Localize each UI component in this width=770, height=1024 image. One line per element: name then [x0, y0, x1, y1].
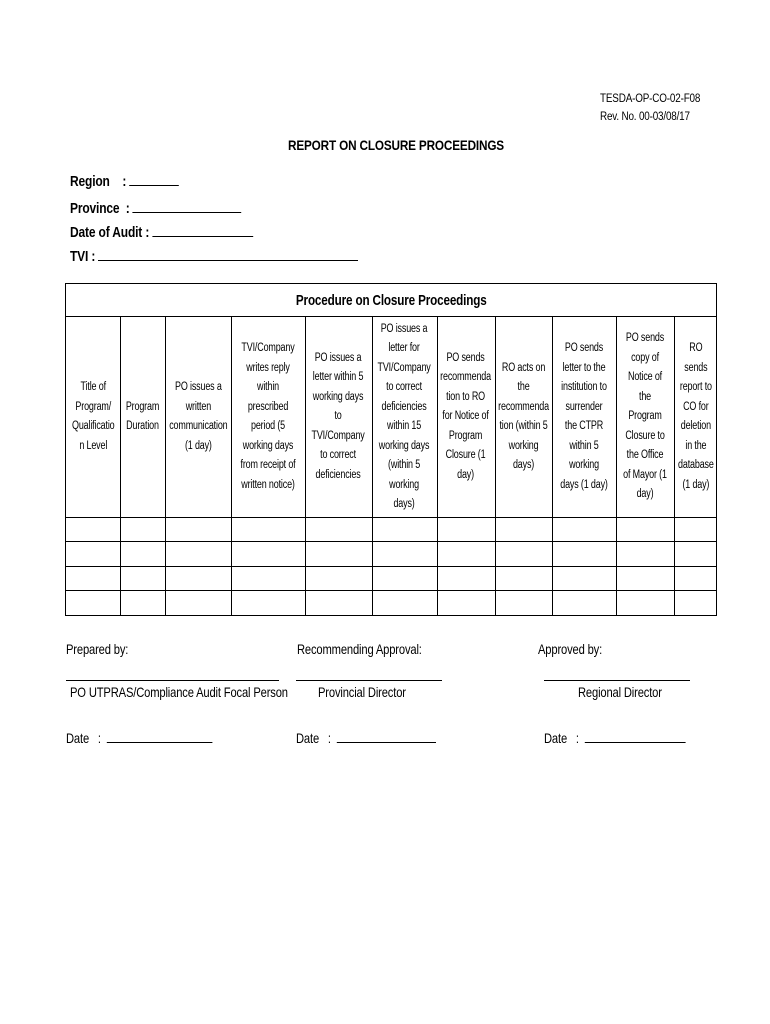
- column-header-ro-acts-on-recommendation: RO acts on the recommenda tion (within 5 working days): [498, 361, 549, 471]
- recommending-approval-label: Recommending Approval:: [297, 641, 422, 657]
- column-header-po-issues-letter-15-days: PO issues a letter for TVI/Company to correct deficiencies within 15 working days (within 5 working days): [377, 322, 432, 510]
- province-label: Province: [70, 200, 120, 217]
- date-label: Date: [544, 730, 568, 746]
- prepared-by-name: PO UTPRAS/Compliance Audit Focal Person: [70, 684, 288, 700]
- column-header-po-sends-notice-to-mayor: PO sends copy of Notice of the Program Closure to the Office of Mayor (1 day): [623, 332, 667, 501]
- region-label: Region: [70, 173, 110, 190]
- document-code-block: [600, 90, 700, 126]
- table-row-divider: [66, 541, 716, 542]
- date-of-audit-label: Date of Audit: [70, 224, 143, 241]
- column-header-po-issues-letter-5-days: PO issues a letter within 5 working days to TVI/Company to correct deficiencies: [311, 351, 366, 481]
- report-title: REPORT ON CLOSURE PROCEEDINGS: [288, 137, 504, 153]
- region-blank[interactable]: [129, 171, 179, 186]
- table-row-divider: [66, 517, 716, 518]
- prepared-by-label: Prepared by:: [66, 641, 129, 657]
- region-field[interactable]: [70, 171, 179, 190]
- column-divider: [674, 317, 675, 616]
- column-header-tvi-writes-reply: TVI/Company writes reply within prescribed period (5 working days from receipt of written notice): [240, 342, 296, 491]
- table-title-row: [66, 284, 716, 317]
- column-header-po-sends-recommendation: PO sends recommenda tion to RO for Notice of Program Closure (1 day): [440, 351, 492, 481]
- column-header-ro-sends-report: RO sends report to CO for deletion in the database (1 day): [678, 342, 714, 491]
- prepared-by-date-field[interactable]: Date :: [66, 729, 212, 746]
- column-divider: [165, 317, 166, 616]
- prepared-by-signature-line[interactable]: [66, 680, 279, 681]
- date-label: Date: [296, 730, 320, 746]
- revision-number: Rev. No. 00-03/08/17: [600, 111, 690, 123]
- recommending-approval-date-field[interactable]: Date :: [296, 729, 436, 746]
- recommending-approval-signature-line[interactable]: [296, 680, 442, 681]
- tvi-label: TVI: [70, 248, 89, 265]
- recommending-approval-name: Provincial Director: [318, 684, 406, 700]
- column-divider: [305, 317, 306, 616]
- column-divider: [616, 317, 617, 616]
- date-blank[interactable]: [107, 729, 213, 743]
- column-divider: [552, 317, 553, 616]
- date-blank[interactable]: [337, 729, 436, 743]
- province-separator: :: [125, 200, 130, 217]
- date-blank[interactable]: [585, 729, 686, 743]
- approved-by-name: Regional Director: [578, 684, 662, 700]
- date-label: Date: [66, 730, 90, 746]
- column-header-po-sends-letter-ctpr: PO sends letter to the institution to surrender the CTPR within 5 working days (1 day): [560, 342, 608, 491]
- closure-proceedings-table: [65, 283, 717, 616]
- province-field[interactable]: [70, 198, 242, 217]
- approved-by-signature-line[interactable]: [544, 680, 690, 681]
- column-header-po-issues-written-communication: PO issues a written communication (1 day): [168, 381, 228, 452]
- region-separator: :: [122, 173, 127, 190]
- date-of-audit-field[interactable]: [70, 222, 253, 241]
- tvi-blank[interactable]: [98, 246, 358, 261]
- column-divider: [372, 317, 373, 616]
- date-of-audit-blank[interactable]: [152, 222, 253, 237]
- table-row-divider: [66, 590, 716, 591]
- column-header-title-of-program: Title of Program/ Qualificatio n Level: [71, 381, 115, 452]
- form-code: TESDA-OP-CO-02-F08: [600, 93, 701, 105]
- column-header-program-duration: Program Duration: [125, 400, 160, 432]
- column-divider: [437, 317, 438, 616]
- column-divider: [231, 317, 232, 616]
- column-divider: [120, 317, 121, 616]
- approved-by-label: Approved by:: [538, 641, 603, 657]
- column-divider: [495, 317, 496, 616]
- date-of-audit-separator: :: [145, 224, 150, 241]
- approved-by-date-field[interactable]: Date :: [544, 729, 686, 746]
- tvi-field[interactable]: [70, 246, 358, 265]
- table-row-divider: [66, 566, 716, 567]
- tvi-separator: :: [91, 248, 96, 265]
- table-title: Procedure on Closure Proceedings: [295, 291, 487, 309]
- province-blank[interactable]: [133, 198, 242, 213]
